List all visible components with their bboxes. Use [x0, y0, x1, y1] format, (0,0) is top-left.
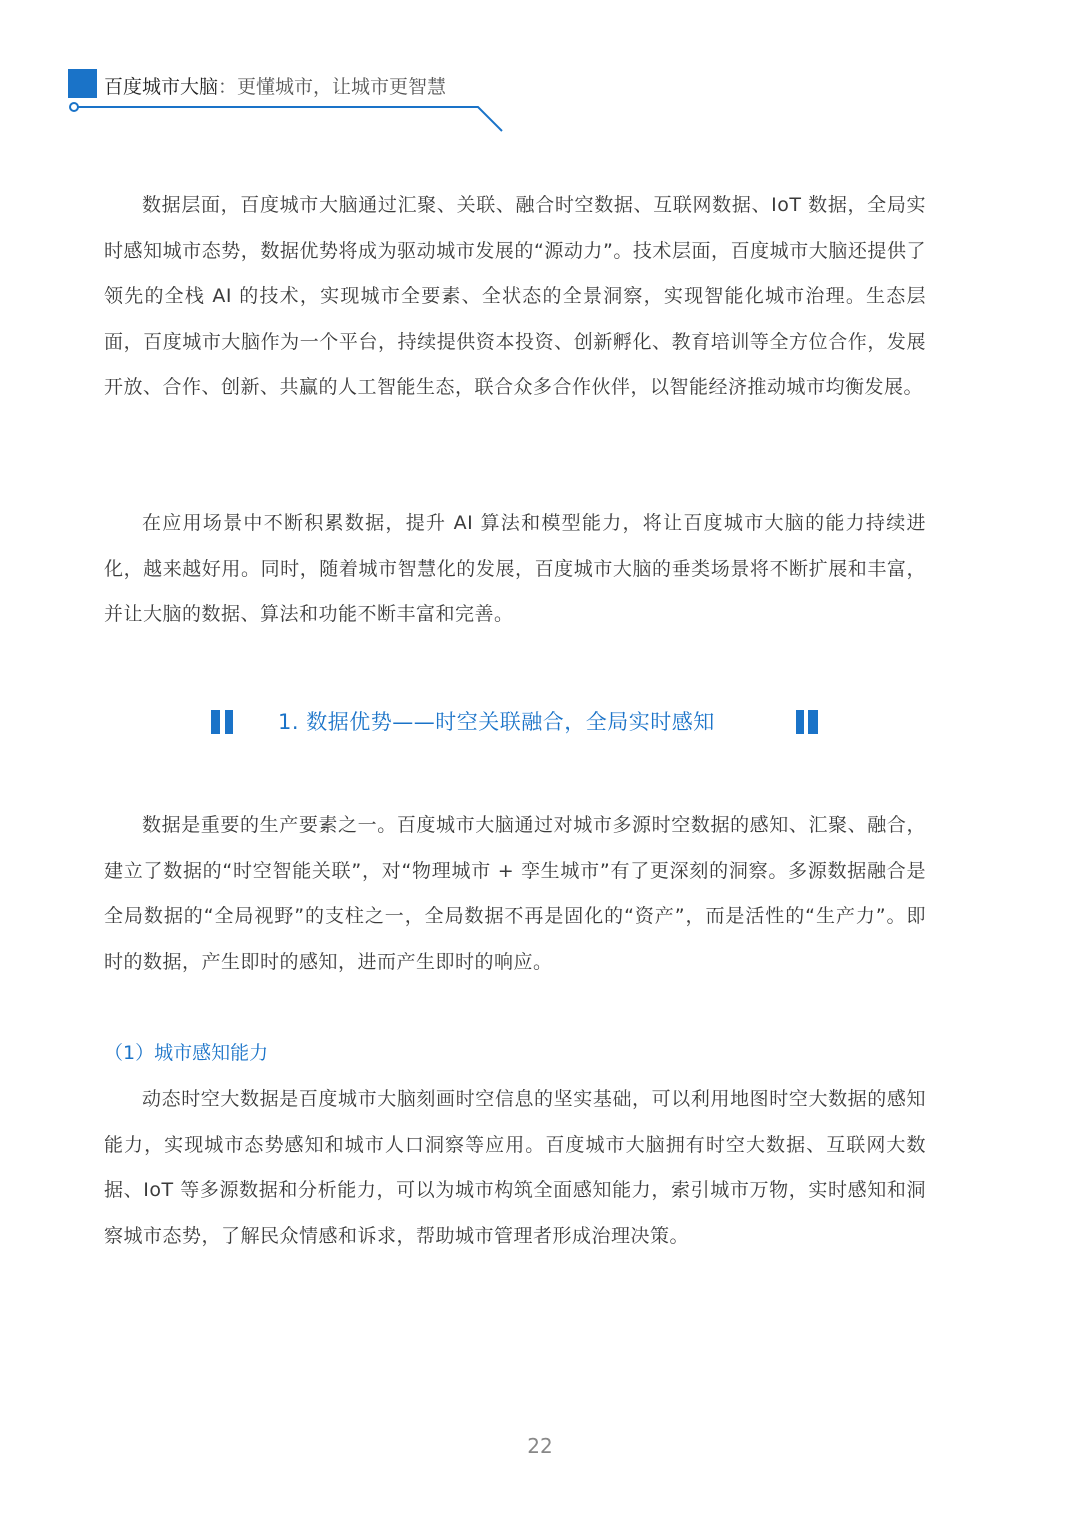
header-square-icon [68, 69, 97, 98]
body-paragraph: 在应用场景中不断积累数据，提升 AI 算法和模型能力，将让百度城市大脑的能力持续进化，越来越好用。同时，随着城市智慧化的发展，百度城市大脑的垂类场景将不断扩展和丰富，并让大脑的数据、算法和功能不断丰富和完善。 [104, 512, 926, 625]
header-title-strong: 百度城市大脑 [104, 76, 219, 98]
subheading: （1）城市感知能力 [104, 1042, 269, 1064]
header-title [104, 73, 446, 101]
heading-bar-left-icon [225, 710, 233, 734]
body-paragraph: 数据是重要的生产要素之一。百度城市大脑通过对城市多源时空数据的感知、汇聚、融合，建立了数据的“时空智能关联”，对“物理城市 + 孪生城市”有了更深刻的洞察。多源数据融合是全局数据的“全局视野”的支柱之一，全局数据不再是固化的“资产”，而是活性的“生产力”。即时的数据，产生即时的感知，进而产生即时的响应。 [104, 814, 926, 973]
header-rule-line [0, 0, 1080, 140]
heading-bar-right-icon [796, 710, 804, 734]
body-paragraph: 动态时空大数据是百度城市大脑刻画时空信息的坚实基础，可以利用地图时空大数据的感知能力，实现城市态势感知和城市人口洞察等应用。百度城市大脑拥有时空大数据、互联网大数据、IoT 等多源数据和分析能力，可以为城市构筑全面感知能力，索引城市万物，实时感知和洞察城市态势，了解民众情感和诉求，帮助城市管理者形成治理决策。 [104, 1088, 926, 1247]
section-heading-title: 1. 数据优势——时空关联融合，全局实时感知 [278, 710, 715, 734]
section-heading [0, 700, 1080, 744]
body-paragraph: 数据层面，百度城市大脑通过汇聚、关联、融合时空数据、互联网数据、IoT 数据，全局实时感知城市态势，数据优势将成为驱动城市发展的“源动力”。技术层面，百度城市大脑还提供了领先的全栈 AI 的技术，实现城市全要素、全状态的全景洞察，实现智能化城市治理。生态层面，百度城市大脑作为一个平台，持续提供资本投资、创新孵化、教育培训等全方位合作，发展开放、合作、创新、共赢的人工智能生态，联合众多合作伙伴，以智能经济推动城市均衡发展。 [104, 194, 926, 398]
header-title-light: ：更懂城市，让城市更智慧 [218, 76, 447, 98]
page-number: 22 [527, 1434, 553, 1458]
heading-bar-left-icon [211, 710, 220, 734]
heading-bar-right-icon [808, 710, 818, 734]
